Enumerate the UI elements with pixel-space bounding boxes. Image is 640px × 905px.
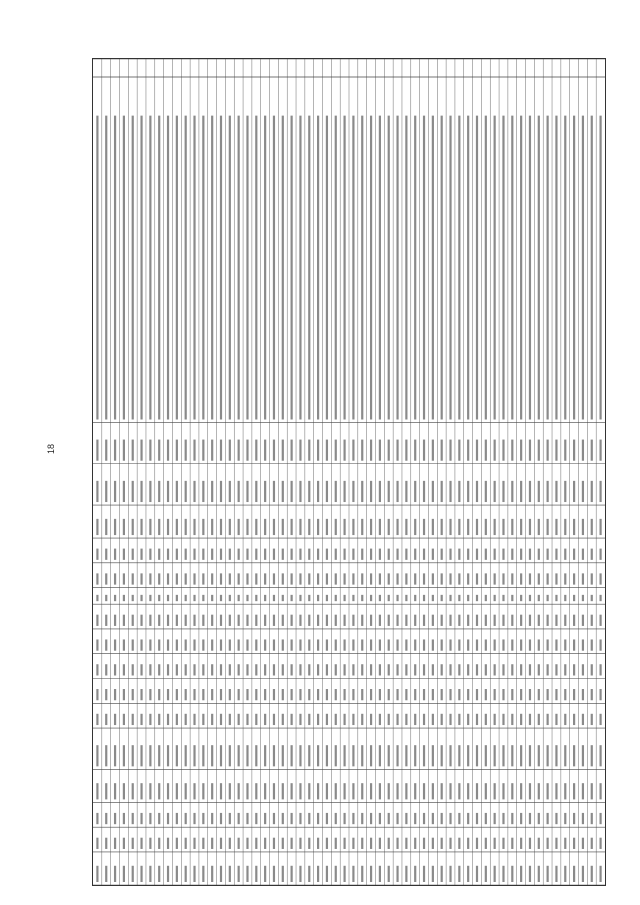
table-grid [93,59,605,885]
page-number: 18 [46,443,57,455]
data-table [92,58,606,886]
